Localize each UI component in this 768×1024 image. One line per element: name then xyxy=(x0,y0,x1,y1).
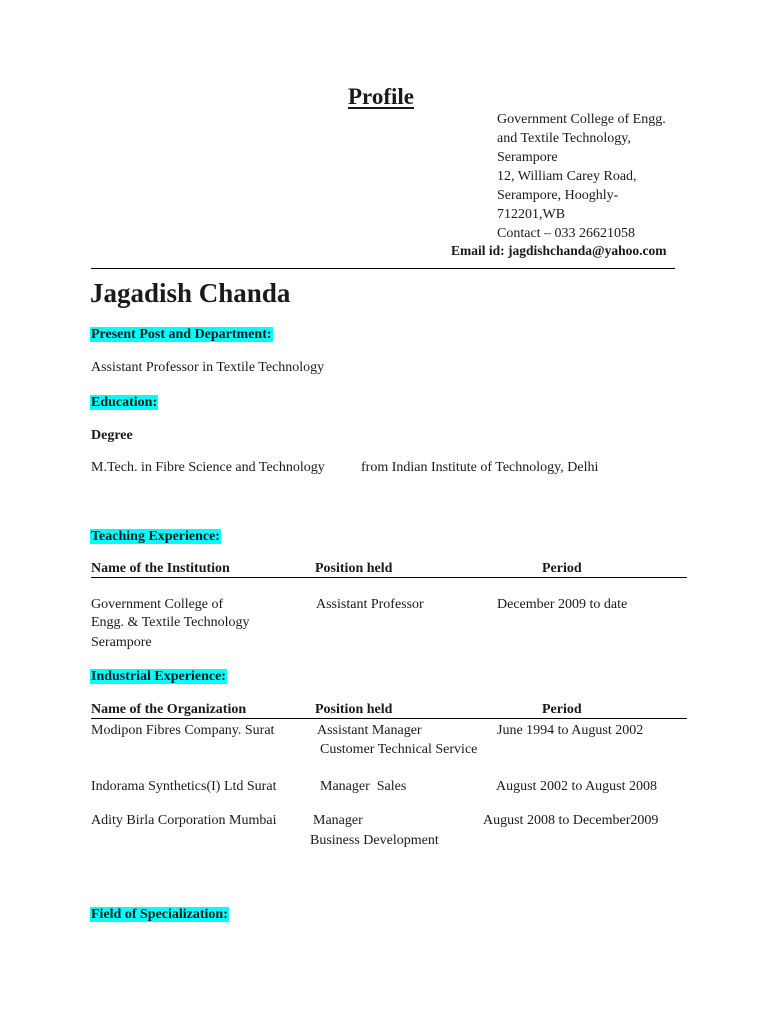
institution-name-line: Government College of xyxy=(91,597,224,612)
teaching-col-position: Position held xyxy=(315,561,393,576)
organization-name: Indorama Synthetics(I) Ltd Surat xyxy=(91,779,277,794)
organization-position-line: Business Development xyxy=(310,833,439,848)
industrial-heading xyxy=(90,667,227,685)
address-line: and Textile Technology, xyxy=(497,131,631,146)
degree-value: M.Tech. in Fibre Science and Technology xyxy=(91,460,325,475)
education-heading-text: Education: xyxy=(91,395,158,410)
page-title: Profile xyxy=(348,84,414,109)
address-line: Contact – 033 26621058 xyxy=(497,226,636,241)
address-line: Serampore xyxy=(497,150,558,165)
email-line: Email id: jagdishchanda@yahoo.com xyxy=(451,243,667,258)
organization-period: August 2002 to August 2008 xyxy=(496,779,658,794)
industrial-col-period: Period xyxy=(542,702,582,717)
organization-period: June 1994 to August 2002 xyxy=(497,723,644,738)
organization-position-line: Manager xyxy=(313,813,363,828)
organization-position-line: Assistant Manager xyxy=(317,723,422,738)
present-post-heading xyxy=(90,325,273,343)
teaching-period: December 2009 to date xyxy=(497,597,628,612)
teaching-position: Assistant Professor xyxy=(316,597,424,612)
teaching-heading xyxy=(90,527,221,545)
teaching-col-institution: Name of the Institution xyxy=(91,561,230,576)
header-divider xyxy=(91,268,675,269)
address-line: Serampore, Hooghly- xyxy=(497,188,619,203)
address-block xyxy=(497,110,666,243)
industrial-col-position: Position held xyxy=(315,702,393,717)
table-row xyxy=(91,596,250,652)
address-line: 712201,WB xyxy=(497,207,566,222)
organization-position-line: Manager Sales xyxy=(320,779,407,794)
teaching-header-rule xyxy=(91,577,687,578)
industrial-heading-text: Industrial Experience: xyxy=(91,669,226,684)
address-line: 12, William Carey Road, xyxy=(497,169,637,184)
degree-subheading: Degree xyxy=(91,428,133,443)
teaching-col-period: Period xyxy=(542,561,582,576)
institution-name-line: Serampore xyxy=(91,635,152,650)
specialization-heading-text: Field of Specialization: xyxy=(91,907,228,922)
organization-name: Adity Birla Corporation Mumbai xyxy=(91,813,277,828)
address-line: Government College of Engg. xyxy=(497,112,666,127)
present-post-value: Assistant Professor in Textile Technology xyxy=(91,360,325,375)
specialization-heading xyxy=(90,905,229,923)
institution-name-line: Engg. & Textile Technology xyxy=(91,615,250,630)
present-post-heading-text: Present Post and Department: xyxy=(91,327,272,342)
teaching-heading-text: Teaching Experience: xyxy=(91,529,220,544)
organization-name: Modipon Fibres Company. Surat xyxy=(91,723,275,738)
education-heading xyxy=(90,393,158,411)
person-name: Jagadish Chanda xyxy=(90,278,291,308)
industrial-col-organization: Name of the Organization xyxy=(91,702,247,717)
degree-institution: from Indian Institute of Technology, Delhi xyxy=(361,460,599,475)
organization-period: August 2008 to December2009 xyxy=(483,813,659,828)
organization-position-line: Customer Technical Service xyxy=(320,742,478,757)
industrial-header-rule xyxy=(91,718,687,719)
